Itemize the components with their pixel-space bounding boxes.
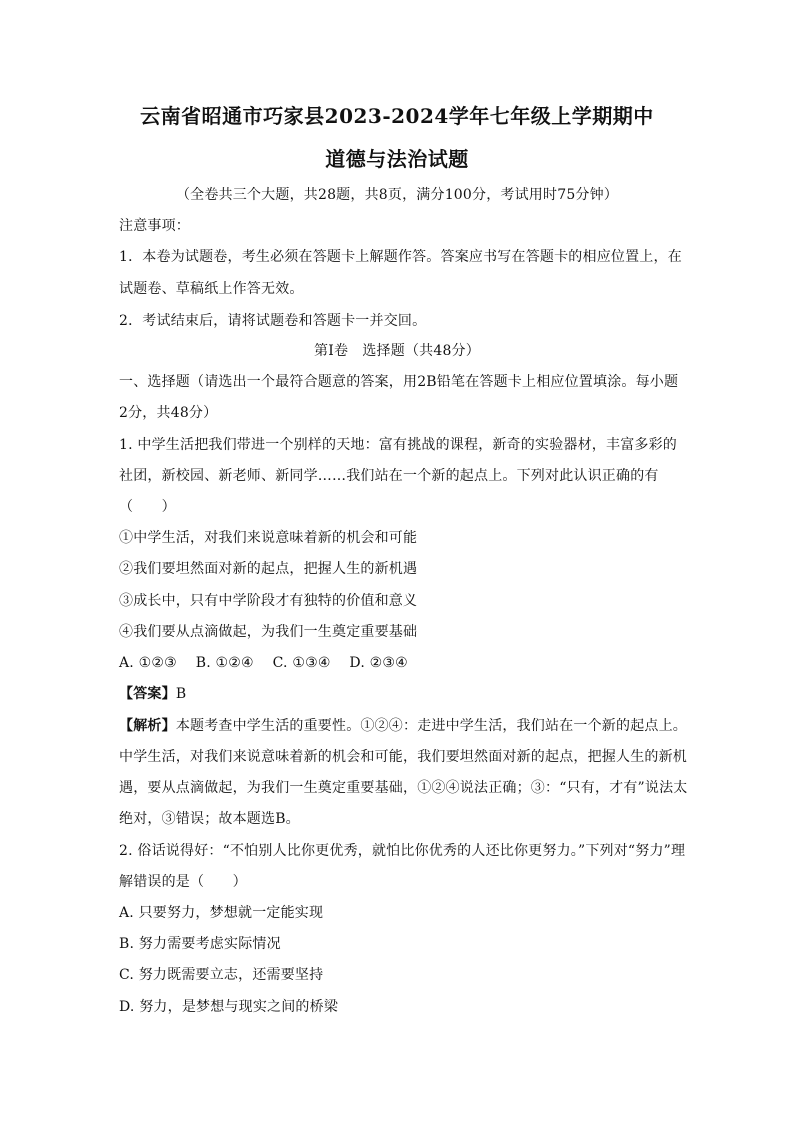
notice-heading: 注意事项： (119, 218, 190, 234)
page-title: 云南省昭通市巧家县2023-2024学年七年级上学期期中 (140, 104, 654, 128)
question-2-option-b: B. 努力需要考虑实际情况 (119, 936, 281, 952)
question-1-options: A. ①②③ B. ①②④ C. ①③④ D. ②③④ (119, 655, 408, 671)
notice-item-1: 1．本卷为试题卷，考生必须在答题卡上解题作答。答案应书写在答题卡的相应位置上，在 (119, 249, 682, 265)
question-1-item-3: ③成长中，只有中学阶段才有独特的价值和意义 (119, 593, 418, 609)
answer-value: B (175, 686, 187, 702)
analysis-label: 【解析】 (119, 718, 176, 734)
page-subtitle-title: 道德与法治试题 (325, 147, 469, 171)
notice-item-1-cont: 试题卷、草稿纸上作答无效。 (119, 281, 304, 297)
question-1-analysis-line-4: 绝对，③错误；故本题选B。 (119, 811, 300, 827)
notice-item-2: 2．考试结束后，请将试题卷和答题卡一并交回。 (119, 313, 427, 329)
section-instruction: 一、选择题（请选出一个最符合题意的答案，用2B铅笔在答题卡上相应位置填涂。每小题 (119, 374, 679, 390)
question-1-answer (119, 684, 186, 704)
section-title: 第Ⅰ卷 选择题（共48分） (314, 343, 480, 359)
question-1-item-1: ①中学生活，对我们来说意味着新的机会和可能 (119, 530, 418, 546)
question-1-analysis-line-2: 中学生活，对我们来说意味着新的机会和可能，我们要坦然面对新的起点，把握人生的新机 (119, 749, 687, 765)
exam-info: （全卷共三个大题，共28题，共8页，满分100分，考试用时75分钟） (175, 187, 619, 203)
question-1-stem-cont: 社团，新校园、新老师、新同学……我们站在一个新的起点上。下列对此认识正确的有 (119, 468, 659, 484)
question-2-option-a: A. 只要努力，梦想就一定能实现 (119, 905, 324, 921)
question-1-analysis (119, 716, 687, 736)
question-1-analysis-line-3: 遇，要从点滴做起，为我们一生奠定重要基础，①②④说法正确；③：“只有，才有”说法太 (119, 780, 688, 796)
analysis-text: 本题考查中学生活的重要性。①②④：走进中学生活，我们站在一个新的起点上。 (175, 718, 688, 734)
section-instruction-cont: 2分，共48分） (119, 405, 218, 421)
question-1-blank: （ ） (119, 499, 176, 515)
question-2-option-d: D. 努力，是梦想与现实之间的桥梁 (119, 999, 339, 1015)
question-1-stem: 1. 中学生活把我们带进一个别样的天地：富有挑战的课程，新奇的实验器材，丰富多彩的 (119, 437, 678, 453)
question-1-item-4: ④我们要从点滴做起，为我们一生奠定重要基础 (119, 624, 418, 640)
question-2-stem: 2. 俗话说得好：“不怕别人比你更优秀，就怕比你优秀的人还比你更努力。”下列对“努力”理 (119, 843, 686, 859)
question-1-item-2: ②我们要坦然面对新的起点，把握人生的新机遇 (119, 561, 418, 577)
question-2-option-c: C. 努力既需要立志，还需要坚持 (119, 967, 324, 983)
question-2-stem-cont: 解错误的是（ ） (119, 874, 247, 890)
answer-label: 【答案】 (119, 686, 176, 702)
